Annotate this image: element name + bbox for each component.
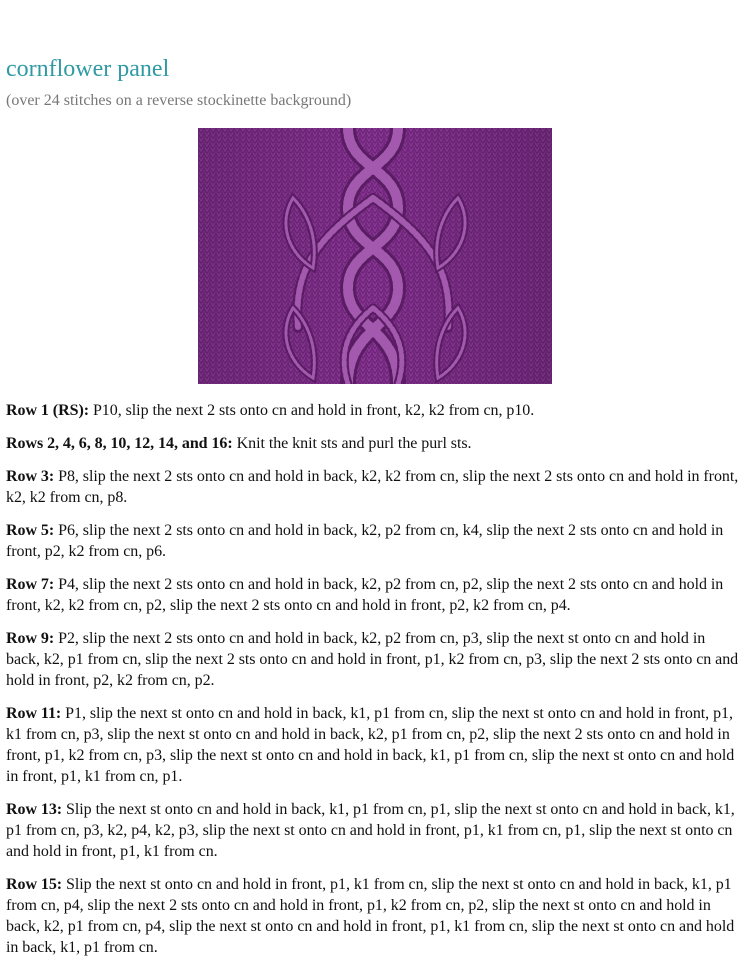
row-text: P1, slip the next st onto cn and hold in back, k1, p1 from cn, slip the next st onto cn and hold in front, p1, k1 from cn, p3, slip the next st onto cn and hold in back, k2, p1 from cn, p2, slip the next 2 sts onto cn and hold in front, p1, k2 from cn, p3, slip the next st onto cn and hold in back, k1, p1 from cn, slip the next st onto cn and hold in front, p1, k1 from cn, p1. [6, 705, 735, 785]
row-text: P10, slip the next 2 sts onto cn and hold in front, k2, k2 from cn, p10. [89, 402, 535, 419]
pattern-subtitle: (over 24 stitches on a reverse stockinette background) [6, 92, 352, 109]
instruction-row [6, 628, 742, 691]
instruction-row [6, 874, 742, 958]
row-label: Row 13: [6, 801, 63, 818]
instruction-row [6, 400, 742, 421]
row-label: Row 11: [6, 705, 62, 722]
row-label: Row 15: [6, 876, 63, 893]
row-text: Knit the knit sts and purl the purl sts. [232, 435, 472, 452]
instruction-row [6, 703, 742, 787]
row-label: Row 9: [6, 630, 55, 647]
row-label: Row 3: [6, 468, 55, 485]
row-text: P2, slip the next 2 sts onto cn and hold in back, k2, p2 from cn, p3, slip the next st onto cn and hold in back, k2, p1 from cn, slip the next 2 sts onto cn and hold in front, p1, k2 from cn, p3, slip the next 2 sts onto cn and hold in front, p2, k2 from cn, p2. [6, 630, 739, 689]
pattern-instructions [6, 400, 742, 970]
knit-swatch-image [198, 128, 552, 384]
row-text: P4, slip the next 2 sts onto cn and hold in back, k2, p2 from cn, p2, slip the next 2 sts onto cn and hold in front, k2, k2 from cn, p2, slip the next 2 sts onto cn and hold in front, p2, k2 from cn, p4. [6, 576, 724, 614]
row-text: Slip the next st onto cn and hold in back, k1, p1 from cn, p1, slip the next st onto cn and hold in back, k1, p1 from cn, p3, k2, p4, k2, p3, slip the next st onto cn and hold in front, p1, k1 from cn, p1, slip the next st onto cn and hold in front, p1, k1 from cn. [6, 801, 735, 860]
instruction-row [6, 574, 742, 616]
instruction-row [6, 520, 742, 562]
instruction-row [6, 799, 742, 862]
row-text: P8, slip the next 2 sts onto cn and hold in back, k2, k2 from cn, slip the next 2 sts onto cn and hold in front, k2, k2 from cn, p8. [6, 468, 739, 506]
pattern-title: cornflower panel [6, 56, 170, 82]
row-label: Rows 2, 4, 6, 8, 10, 12, 14, and 16: [6, 435, 233, 452]
instruction-row [6, 433, 742, 454]
row-text: Slip the next st onto cn and hold in front, p1, k1 from cn, slip the next st onto cn and hold in back, k1, p1 from cn, p4, slip the next 2 sts onto cn and hold in front, p1, k2 from cn, p2, slip the next st onto cn and hold in back, k2, p1 from cn, p4, slip the next st onto cn and hold in front, p1, k1 from cn, slip the next st onto cn and hold in back, k1, p1 from cn. [6, 876, 735, 956]
row-label: Row 7: [6, 576, 55, 593]
row-label: Row 1 (RS): [6, 402, 89, 419]
row-text: P6, slip the next 2 sts onto cn and hold in back, k2, p2 from cn, k4, slip the next 2 sts onto cn and hold in front, p2, k2 from cn, p6. [6, 522, 724, 560]
row-label: Row 5: [6, 522, 55, 539]
instruction-row [6, 466, 742, 508]
cornflower-panel-photo [198, 128, 552, 384]
